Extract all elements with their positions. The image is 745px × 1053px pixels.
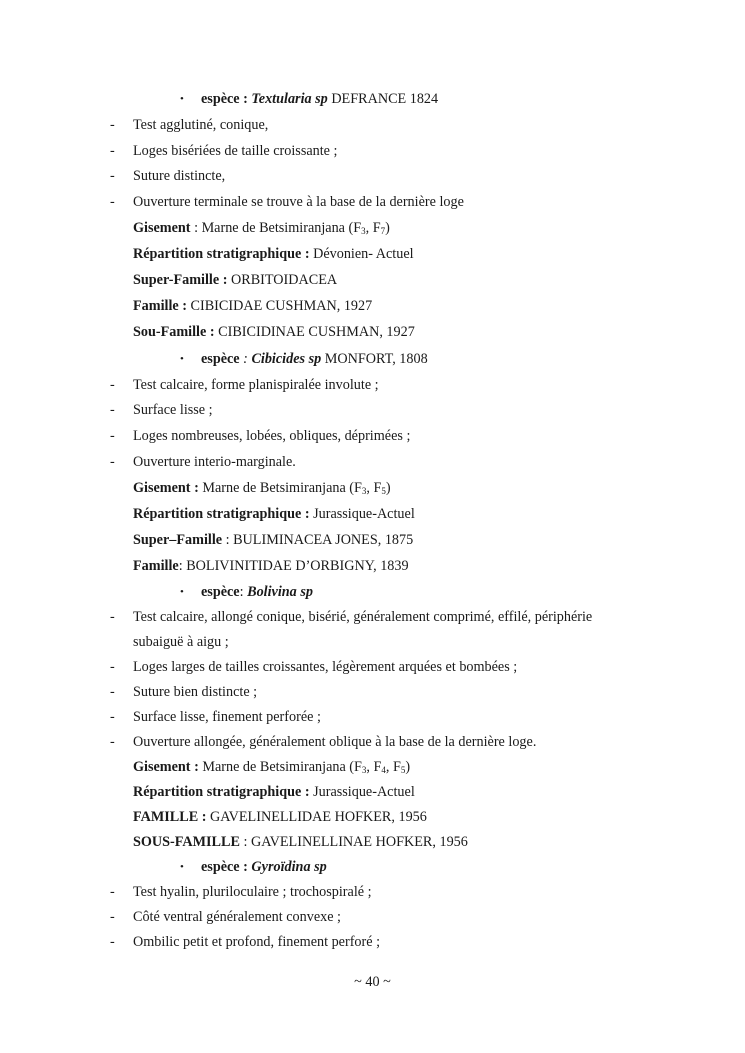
trait-line: Ouverture interio-marginale. [133,454,296,470]
trait-line: Test calcaire, allongé conique, bisérié, généralement comprimé, effilé, périphérie [133,609,593,625]
dash-icon: - [110,194,115,210]
trait-line: Ouverture allongée, généralement oblique à la base de la dernière loge. [133,734,537,750]
bullet-icon: • [180,586,184,598]
gisement-line: Gisement : Marne de Betsimiranjana ($F_3$, $F_5$) [133,480,391,496]
dash-icon: - [110,428,115,444]
dash-icon: - [110,684,115,700]
trait-line: Test hyalin, pluriloculaire ; trochospiralé ; [133,884,372,900]
trait-line: Surface lisse, finement perforée ; [133,709,321,725]
trait-line: Ouverture terminale se trouve à la base de la dernière loge [133,194,464,210]
trait-line: Suture distincte, [133,168,226,184]
dash-icon: - [110,734,115,750]
dash-icon: - [110,143,115,159]
dash-icon: - [110,884,115,900]
dash-icon: - [110,377,115,393]
gisement-line: Gisement : Marne de Betsimiranjana ($F_3$, $F_4$, $F_5$) [133,759,411,775]
dash-icon: - [110,609,115,625]
famille-line: FAMILLE : GAVELINELLIDAE HOFKER, 1956 [133,809,427,825]
dash-icon: - [110,454,115,470]
bullet-icon: • [180,861,184,873]
repartition-line: Répartition stratigraphique : Jurassique-Actuel [133,506,415,522]
dash-icon: - [110,934,115,950]
repartition-line: Répartition stratigraphique : Jurassique-Actuel [133,784,415,800]
trait-line-continuation: subaiguë à aigu ; [133,634,229,650]
famille-line: Famille: BOLIVINITIDAE D’ORBIGNY, 1839 [133,558,409,574]
trait-line: Loges nombreuses, lobées, obliques, déprimées ; [133,428,411,444]
trait-line: Loges larges de tailles croissantes, légèrement arquées et bombées ; [133,659,518,675]
dash-icon: - [110,402,115,418]
dash-icon: - [110,909,115,925]
trait-line: Côté ventral généralement convexe ; [133,909,341,925]
species-heading-textularia: espèce : Textularia sp DEFRANCE 1824 [201,91,439,107]
dash-icon: - [110,659,115,675]
soufamille-line: Sou-Famille : CIBICIDINAE CUSHMAN, 1927 [133,324,415,340]
repartition-line: Répartition stratigraphique : Dévonien- Actuel [133,246,414,262]
dash-icon: - [110,117,115,133]
page-number: ~ 40 ~ [354,974,391,990]
soufamille-line: SOUS-FAMILLE : GAVELINELLINAE HOFKER, 1956 [133,834,468,850]
species-heading-bolivina: espèce: Bolivina sp [201,584,313,600]
dash-icon: - [110,168,115,184]
species-heading-cibicides: espèce : Cibicides sp MONFORT, 1808 [201,351,428,367]
trait-line: Ombilic petit et profond, finement perforé ; [133,934,381,950]
trait-line: Test calcaire, forme planispiralée involute ; [133,377,379,393]
trait-line: Test agglutiné, conique, [133,117,269,133]
trait-line: Suture bien distincte ; [133,684,258,700]
species-heading-gyroidina: espèce : Gyroïdina sp [201,859,327,875]
superfamille-line: Super–Famille : BULIMINACEA JONES, 1875 [133,532,414,548]
gisement-line: Gisement : Marne de Betsimiranjana ($F_3$, $F_7$) [133,220,390,236]
bullet-icon: • [180,93,184,105]
superfamille-line: Super-Famille : ORBITOIDACEA [133,272,338,288]
dash-icon: - [110,709,115,725]
bullet-icon: • [180,353,184,365]
famille-line: Famille : CIBICIDAE CUSHMAN, 1927 [133,298,373,314]
trait-line: Loges bisériées de taille croissante ; [133,143,338,159]
trait-line: Surface lisse ; [133,402,213,418]
